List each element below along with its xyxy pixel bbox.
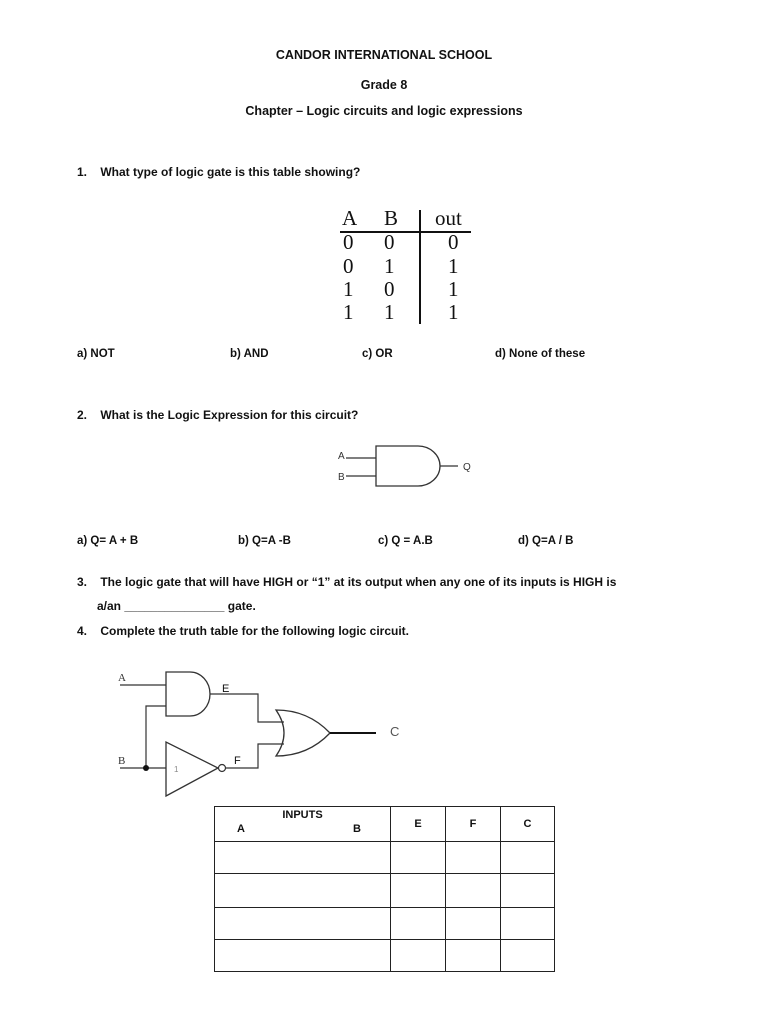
table-row <box>215 842 555 874</box>
label-a: A <box>118 672 126 684</box>
tt-cell: 1 <box>384 300 395 324</box>
answer-cell[interactable] <box>391 874 446 908</box>
q1-option-c: c) OR <box>362 348 393 360</box>
header-a: A <box>237 823 245 835</box>
label-f: F <box>234 755 241 767</box>
tt-cell: 1 <box>343 277 354 301</box>
and-gate-body <box>166 672 210 716</box>
q2-option-a: a) Q= A + B <box>77 535 139 547</box>
tt-cell: 0 <box>384 230 395 254</box>
and-gate-body <box>376 446 440 486</box>
q2-option-d: d) Q=A / B <box>518 535 574 547</box>
answer-cell[interactable] <box>391 940 446 972</box>
table-header-row <box>215 807 555 842</box>
answer-cell[interactable] <box>446 874 501 908</box>
answer-cell[interactable] <box>446 908 501 940</box>
answer-cell[interactable] <box>215 940 391 972</box>
table-row <box>215 874 555 908</box>
tt-cell: 0 <box>448 230 459 254</box>
truth-table-image <box>336 206 476 326</box>
inputs-header: INPUTS <box>282 809 323 821</box>
question-number: 1. <box>77 165 88 179</box>
tt-cell: 0 <box>384 277 395 301</box>
not-gate-bubble <box>219 765 226 772</box>
table-row <box>215 940 555 972</box>
school-title: CANDOR INTERNATIONAL SCHOOL <box>275 48 493 62</box>
q1-option-a: a) NOT <box>77 348 115 360</box>
answer-cell[interactable] <box>446 842 501 874</box>
answer-cell[interactable] <box>215 874 391 908</box>
label-e: E <box>222 683 230 695</box>
header-b: B <box>353 823 361 835</box>
tt-header-a: A <box>342 206 358 230</box>
answer-cell[interactable] <box>215 908 391 940</box>
label-a: A <box>338 451 345 462</box>
question-number: 3. <box>77 575 88 589</box>
answer-cell[interactable] <box>215 842 391 874</box>
label-b: B <box>338 472 345 483</box>
tt-cell: 0 <box>343 230 354 254</box>
question-4 <box>77 624 409 638</box>
answer-cell[interactable] <box>501 940 555 972</box>
grade-label: Grade 8 <box>360 78 408 92</box>
q1-option-b: b) AND <box>230 348 269 360</box>
wire-b-to-and <box>146 706 166 768</box>
answer-cell[interactable] <box>391 842 446 874</box>
wire-e <box>210 694 284 722</box>
tt-cell: 1 <box>384 254 395 278</box>
label-c: C <box>390 724 400 739</box>
q2-option-c: c) Q = A.B <box>378 535 433 547</box>
table-row <box>215 908 555 940</box>
tt-header-out: out <box>435 206 462 230</box>
tt-divider <box>419 210 421 324</box>
logic-circuit-diagram <box>100 660 420 805</box>
question-number: 2. <box>77 408 88 422</box>
question-text-line1: The logic gate that will have HIGH or “1” at its output when any one of its inputs is HIGH is <box>100 575 617 589</box>
or-gate-body <box>276 710 330 756</box>
q2-option-b: b) Q=A -B <box>238 535 291 547</box>
answer-cell[interactable] <box>391 908 446 940</box>
tt-header-b: B <box>384 206 399 230</box>
chapter-title: Chapter – Logic circuits and logic expressions <box>245 104 523 118</box>
tt-cell: 1 <box>448 277 459 301</box>
label-q: Q <box>463 462 471 473</box>
answer-cell[interactable] <box>501 842 555 874</box>
header-f: F <box>446 807 501 842</box>
junction-dot <box>143 765 149 771</box>
answer-cell[interactable] <box>446 940 501 972</box>
label-b: B <box>118 755 126 767</box>
answer-cell[interactable] <box>501 908 555 940</box>
tt-cell: 0 <box>343 254 354 278</box>
answer-truth-table <box>214 806 555 972</box>
answer-cell[interactable] <box>501 874 555 908</box>
header-e: E <box>391 807 446 842</box>
question-text: What type of logic gate is this table showing? <box>100 165 361 179</box>
question-text: What is the Logic Expression for this circuit? <box>100 408 359 422</box>
inputs-header-cell <box>215 807 391 842</box>
question-number: 4. <box>77 624 88 638</box>
question-1 <box>77 165 360 179</box>
tt-cell: 1 <box>343 300 354 324</box>
label-one: 1 <box>174 765 179 774</box>
question-3-line2: a/an _______________ gate. <box>97 599 256 613</box>
question-2 <box>77 408 358 422</box>
question-3 <box>77 575 616 589</box>
question-text: Complete the truth table for the following logic circuit. <box>100 624 410 638</box>
tt-cell: 1 <box>448 254 459 278</box>
q1-option-d: d) None of these <box>495 348 586 360</box>
tt-cell: 1 <box>448 300 459 324</box>
header-c: C <box>501 807 555 842</box>
and-gate-diagram <box>330 440 490 500</box>
